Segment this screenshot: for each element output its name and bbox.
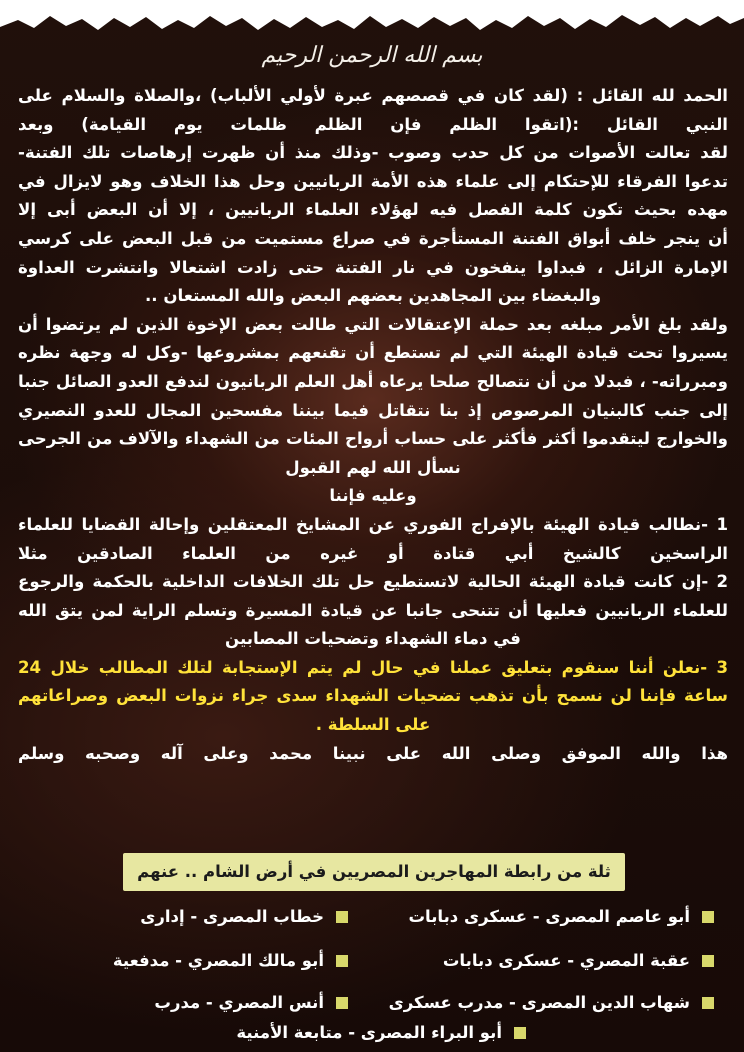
statement-line: الإمارة الزائل ، فبداوا ينفخون في نار الفتنة حتى زادت اشتعالا وانتشرت العداوة (18, 257, 728, 277)
statement-line: مهده بحيث تكون كلمة الفصل فيه لهؤلاء العلماء الربانيين ، إلا أن البعض أبى إلا (18, 200, 728, 220)
statement-line: النبي القائل :(اتقوا الظلم فإن الظلم ظلمات يوم القيامة) وبعد (18, 114, 728, 134)
demand-line: في دماء الشهداء وتضحيات المصابين (225, 629, 521, 649)
signatory-name: أبو عاصم المصرى - عسكرى دبابات (408, 907, 690, 926)
highlighted-demand-line: 3 -نعلن أننا سنقوم بتعليق عملنا في حال لم يتم الإستجابة لتلك المطالب خلال 24 (18, 657, 728, 677)
demand-line: 1 -نطالب قيادة الهيئة بالإفراج الفوري عن المشايخ المعتقلين وإحالة القضايا للعلماء (18, 514, 728, 534)
signatory-name: أبو البراء المصرى - متابعة الأمنية (236, 1023, 502, 1042)
signatory-item (389, 988, 714, 1018)
square-bullet-icon (702, 955, 714, 967)
signatory-name: شهاب الدين المصرى - مدرب عسكرى (388, 993, 690, 1012)
demand-line: الراسخين كالشيخ أبي قتادة أو غيره من العلماء الصادقين مثلا (18, 543, 728, 563)
statement-line: وعليه فإننا (329, 486, 417, 506)
statement-line: تدعوا الفرقاء للإحتكام إلى علماء هذه الأمة الربانيين وحل هذا الخلاف وهو لايزال في (18, 171, 728, 191)
torn-paper-edge (0, 0, 744, 34)
signatories-list (0, 900, 744, 1052)
signatory-item (443, 946, 714, 976)
signatory-item (236, 1018, 526, 1048)
signatory-name: خطاب المصرى - إدارى (140, 907, 324, 926)
statement-body (18, 82, 728, 768)
square-bullet-icon (702, 911, 714, 923)
square-bullet-icon (336, 955, 348, 967)
statement-line: نسأل الله لهم القبول (285, 457, 461, 477)
signatory-name: عقبة المصري - عسكرى دبابات (442, 951, 690, 970)
signatory-item (408, 902, 714, 932)
square-bullet-icon (702, 997, 714, 1009)
statement-line: والخوارج ليتقدموا أكثر فأكثر على حساب أرواح المئات من الشهداء والآلاف من الجرحى (18, 429, 728, 449)
statement-line: يسيروا تحت قيادة الهيئة التي لم تستطع أن تقنعهم بمشروعها -وكل له وجهة نظره (18, 343, 728, 363)
statement-line: أن ينجر خلف أبواق الفتنة المستأجرة في صراع مستميت من قبل البعض على كرسي (18, 228, 728, 248)
signatory-name: أبو مالك المصري - مدفعية (112, 951, 324, 970)
highlighted-demand-line: على السلطة . (315, 715, 431, 735)
signatory-item (113, 946, 348, 976)
signatory-name: أنس المصري - مدرب (154, 993, 324, 1012)
statement-line: إلى جنب كالبنيان المرصوص إذ بنا نتقاتل فيما بيننا مفسحين المجال للعدو النصيري (18, 400, 728, 420)
square-bullet-icon (514, 1027, 526, 1039)
signature-header: ثلة من رابطة المهاجرين المصريين في أرض الشام .. عنهم (123, 853, 625, 891)
demand-line: 2 -إن كانت قيادة الهيئة الحالية لاتستطيع حل تلك الخلافات الداخلية بالحكمة والرجوع (18, 572, 728, 592)
statement-line: الحمد لله القائل : (لقد كان في قصصهم عبرة لأولي الألباب) ،والصلاة والسلام على (18, 86, 728, 105)
closing-line: هذا والله الموفق وصلى الله على نبينا محمد وعلى آله وصحبه وسلم (18, 743, 728, 763)
highlighted-demand-line: ساعة فإننا لن نسمح بأن تذهب تضحيات الشهداء سدى جراء نزوات البعض وصراعاتهم (18, 686, 728, 706)
statement-line: ولقد بلغ الأمر مبلغه بعد حملة الإعتقالات التي طالت بعض الإخوة الذين لم يرتضوا أن (18, 314, 728, 334)
signatory-item (140, 902, 348, 932)
statement-line: والبغضاء بين المجاهدين بعضهم البعض والله المستعان .. (144, 286, 602, 306)
statement-line: ومبرراته- ، فبدلا من أن نتصالح صلحا يرعاه أهل العلم الربانيون لندفع العدو الصائل جنبا (18, 371, 728, 391)
statement-line: لقد تعالت الأصوات من كل حدب وصوب -وذلك منذ أن ظهرت إرهاصات تلك الفتنة- (18, 143, 728, 163)
signatory-item (154, 988, 348, 1018)
square-bullet-icon (336, 997, 348, 1009)
square-bullet-icon (336, 911, 348, 923)
demand-line: للعلماء الربانيين فعليها أن تتنحى جانبا عن قيادة المسيرة وتسلم الراية لمن يتق الله (18, 600, 728, 620)
basmala-calligraphy: بسم الله الرحمن الرحيم (261, 43, 483, 68)
